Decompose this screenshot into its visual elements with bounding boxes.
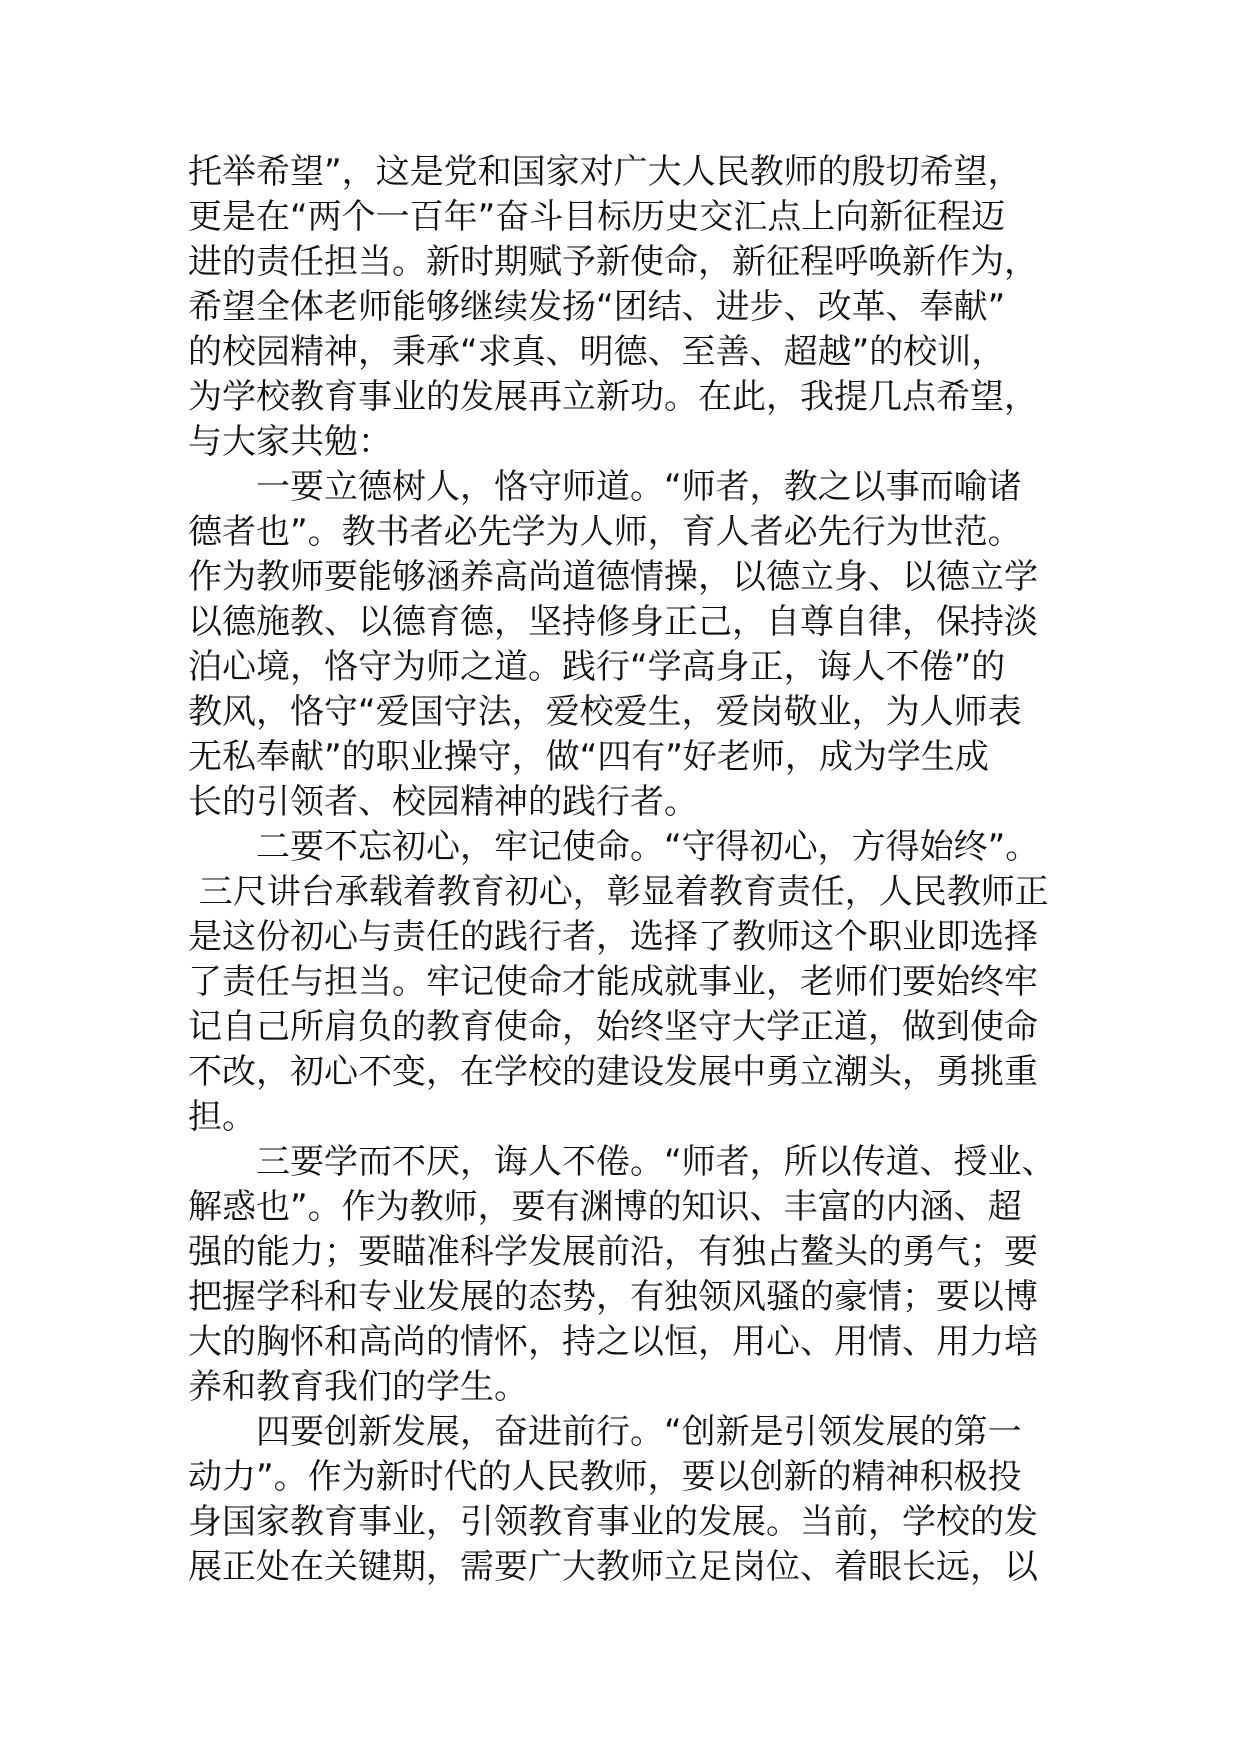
text-line: 一要立德树人，恪守师道。“师者，教之以事而喻诸 <box>188 467 1022 507</box>
paragraph-point-one <box>188 465 1068 825</box>
text-line: 二要不忘初心，牢记使命。“守得初心，方得始终”。 <box>188 827 1040 867</box>
text-line: 了责任与担当。牢记使命才能成就事业，老师们要始终牢 <box>188 962 1038 1002</box>
text-line: 解惑也”。作为教师，要有渊博的知识、丰富的内涵、超 <box>188 1187 1022 1227</box>
paragraph-point-two <box>188 825 1068 1140</box>
text-line: 养和教育我们的学生。 <box>188 1367 528 1407</box>
paragraph-point-four <box>188 1410 1068 1590</box>
text-line: 进的责任担当。新时期赋予新使命，新征程呼唤新作为， <box>188 242 1038 282</box>
text-line: 泊心境，恪守为师之道。践行“学高身正，诲人不倦”的 <box>188 647 1006 687</box>
text-line: 动力”。作为新时代的人民教师，要以创新的精神积极投 <box>188 1457 1022 1497</box>
text-line: 与大家共勉： <box>188 422 392 462</box>
text-line: 希望全体老师能够继续发扬“团结、进步、改革、奉献” <box>188 287 1006 327</box>
text-line: 德者也”。教书者必先学为人师，育人者必先行为世范。 <box>188 512 1022 552</box>
text-line: 无私奉献”的职业操守，做“四有”好老师，成为学生成 <box>188 737 989 777</box>
text-line: 把握学科和专业发展的态势，有独领风骚的豪情；要以博 <box>188 1277 1038 1317</box>
text-line: 大的胸怀和高尚的情怀，持之以恒，用心、用情、用力培 <box>188 1322 1038 1362</box>
text-line: 是这份初心与责任的践行者，选择了教师这个职业即选择 <box>188 917 1038 957</box>
text-line: 展正处在关键期，需要广大教师立足岗位、着眼长远，以 <box>188 1547 1038 1587</box>
paragraph-point-three <box>188 1140 1068 1410</box>
body-text <box>188 150 1068 1590</box>
text-line: 身国家教育事业，引领教育事业的发展。当前，学校的发 <box>188 1502 1038 1542</box>
text-line: 为学校教育事业的发展再立新功。在此，我提几点希望， <box>188 377 1038 417</box>
text-line: 长的引领者、校园精神的践行者。 <box>188 782 698 822</box>
text-line: 三要学而不厌，诲人不倦。“师者，所以传道、授业、 <box>188 1142 1056 1182</box>
text-line: 托举希望”，这是党和国家对广大人民教师的殷切希望， <box>188 152 1022 192</box>
text-line: 不改，初心不变，在学校的建设发展中勇立潮头，勇挑重 <box>188 1052 1038 1092</box>
text-line: 担。 <box>188 1097 256 1137</box>
text-line: 以德施教、以德育德，坚持修身正己，自尊自律，保持淡 <box>188 602 1038 642</box>
text-line: 记自己所肩负的教育使命，始终坚守大学正道，做到使命 <box>188 1007 1038 1047</box>
text-line: 强的能力；要瞄准科学发展前沿，有独占鳌头的勇气；要 <box>188 1232 1038 1272</box>
text-line: 三尺讲台承载着教育初心，彰显着教育责任，人民教师正 <box>188 872 1049 912</box>
text-line: 作为教师要能够涵养高尚道德情操，以德立身、以德立学 <box>188 557 1038 597</box>
text-line: 的校园精神，秉承“求真、明德、至善、超越”的校训， <box>188 332 1006 372</box>
paragraph-intro <box>188 150 1068 465</box>
text-line: 更是在“两个一百年”奋斗目标历史交汇点上向新征程迈 <box>188 197 1006 237</box>
text-line: 四要创新发展，奋进前行。“创新是引领发展的第一 <box>188 1412 1022 1452</box>
text-line: 教风，恪守“爱国守法，爱校爱生，爱岗敬业，为人师表 <box>188 692 1022 732</box>
